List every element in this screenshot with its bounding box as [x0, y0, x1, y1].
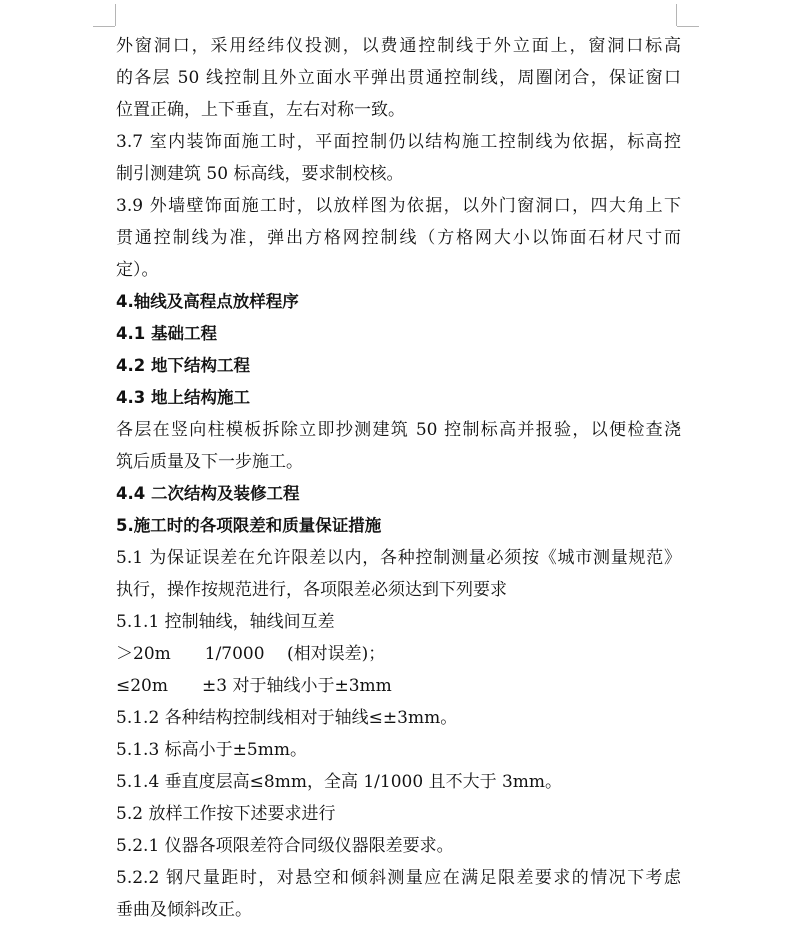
margin-corner-mark-right-h	[677, 26, 699, 27]
paragraph-line: 5.2.2 钢尺量距时，对悬空和倾斜测量应在满足限差要求的情况下考虑	[116, 868, 681, 888]
paragraph-line: 的各层 50 线控制且外立面水平弹出贯通控制线，周圈闭合，保证窗口	[116, 68, 681, 88]
margin-corner-mark-left-h	[93, 26, 115, 27]
paragraph-line: 制引测建筑 50 标高线，要求制校核。	[116, 164, 404, 184]
paragraph-line: 5.1.3 标高小于±5mm。	[116, 740, 307, 760]
section-heading: 4.3 地上结构施工	[116, 388, 250, 407]
paragraph-line: 3.9 外墙壁饰面施工时，以放样图为依据，以外门窗洞口，四大角上下	[116, 196, 681, 216]
paragraph-line: ≤20m ±3 对于轴线小于±3mm	[116, 676, 392, 696]
section-heading: 5.施工时的各项限差和质量保证措施	[116, 516, 382, 535]
paragraph-line: 5.1.1 控制轴线，轴线间互差	[116, 612, 335, 632]
paragraph-line: 5.2.1 仪器各项限差符合同级仪器限差要求。	[116, 836, 454, 856]
paragraph-line: 筑后质量及下一步施工。	[116, 452, 303, 472]
paragraph-line: 5.1.4 垂直度层高≤8mm，全高 1/1000 且不大于 3mm。	[116, 772, 563, 792]
paragraph-line: 3.7 室内装饰面施工时，平面控制仍以结构施工控制线为依据，标高控	[116, 132, 681, 152]
paragraph-line: 位置正确，上下垂直，左右对称一致。	[116, 100, 405, 120]
paragraph-line: 5.1.2 各种结构控制线相对于轴线≤±3mm。	[116, 708, 458, 728]
margin-corner-mark-left	[115, 4, 116, 26]
paragraph-line: 5.1 为保证误差在允许限差以内，各种控制测量必须按《城市测量规范》	[116, 548, 681, 568]
section-heading: 4.轴线及高程点放样程序	[116, 292, 299, 311]
paragraph-line: 贯通控制线为准，弹出方格网控制线（方格网大小以饰面石材尺寸而	[116, 228, 681, 248]
paragraph-line: 垂曲及倾斜改正。	[116, 900, 252, 920]
section-heading: 4.1 基础工程	[116, 324, 217, 343]
paragraph-line: ＞20m 1/7000 (相对误差)；	[116, 644, 386, 664]
paragraph-line: 5.2 放样工作按下述要求进行	[116, 804, 336, 824]
paragraph-line: 执行，操作按规范进行，各项限差必须达到下列要求	[116, 580, 507, 600]
document-body	[116, 30, 681, 926]
paragraph-line: 外窗洞口，采用经纬仪投测，以费通控制线于外立面上，窗洞口标高	[116, 36, 681, 56]
section-heading: 4.4 二次结构及装修工程	[116, 484, 300, 503]
paragraph-line: 各层在竖向柱模板拆除立即抄测建筑 50 控制标高并报验，以便检查浇	[116, 420, 681, 440]
paragraph-line: 定）。	[116, 260, 159, 280]
margin-corner-mark-right	[676, 4, 677, 26]
section-heading: 4.2 地下结构工程	[116, 356, 250, 375]
